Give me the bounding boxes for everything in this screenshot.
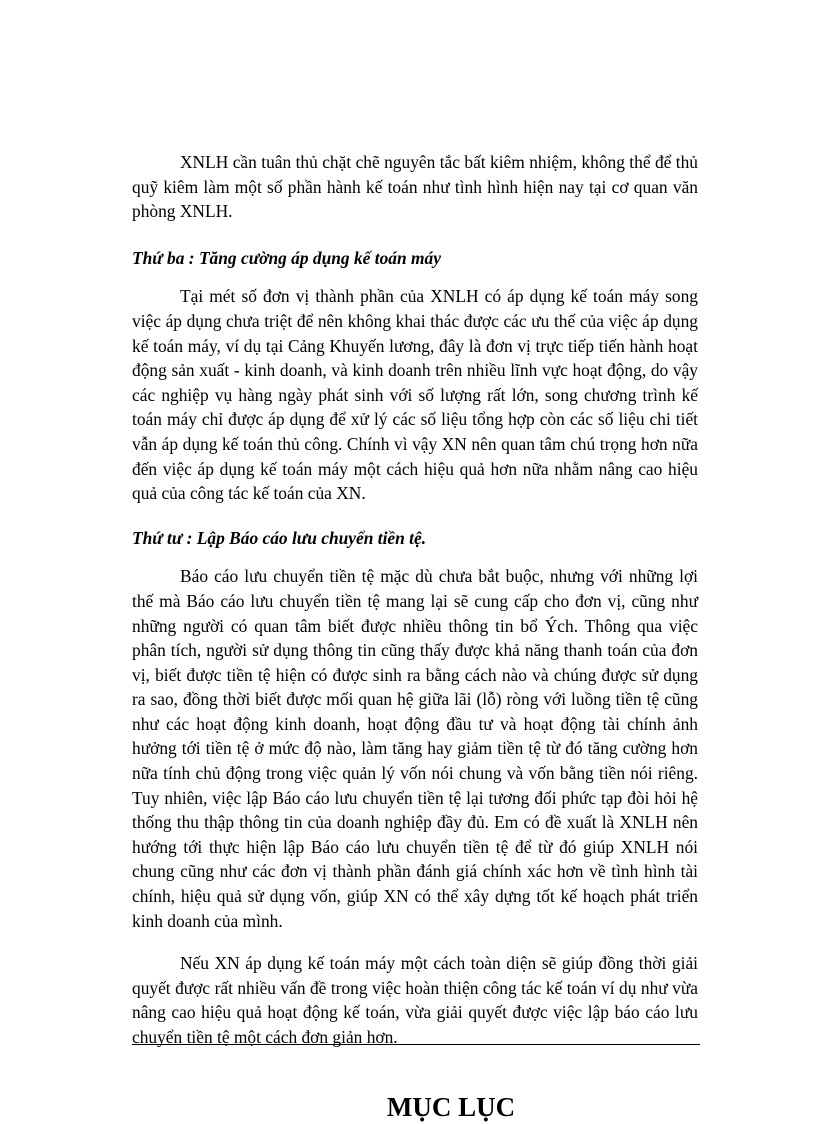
paragraph-cash-flow-report: Báo cáo lưu chuyển tiền tệ mặc dù chưa bắt buộc, nhưng với những lợi thế mà Báo cáo lưu chuyển tiền tệ mang lại sẽ cung cấp cho đơn vị, cũng như những người có quan tâm biết được nhiều thông tin bổ Ých. Thông qua việc phân tích, người sử dụng thông tin cũng thấy được khả năng thanh toán của đơn vị, biết được tiền tệ hiện có được sinh ra bằng cách nào và chúng được sử dụng ra sao, đồng thời biết được mối quan hệ giữa lãi (lỗ) ròng với luồng tiền tệ cũng như các hoạt động kinh doanh, hoạt động đầu tư và hoạt động tài chính ảnh hưởng tới tiền tệ ở mức độ nào, làm tăng hay giảm tiền tệ từ đó tăng cường hơn nữa tính chủ động trong việc quản lý vốn nói chung và vốn bằng tiền nói riêng. Tuy nhiên, việc lập Báo cáo lưu chuyển tiền tệ lại tương đối phức tạp đòi hỏi hệ thống thu thập thông tin của doanh nghiệp đầy đủ. Em có đề xuất là XNLH nên hướng tới thực hiện lập Báo cáo lưu chuyển tiền tệ để từ đó giúp XNLH nói chung cũng như các đơn vị thành phần đánh giá chính xác hơn về tình hình tài chính, hiệu quả sử dụng vốn, giúp XN có thể xây dựng tốt kế hoạch phát triển kinh doanh của mình.	[132, 566, 698, 931]
heading-third-point: Thứ ba : Tăng cường áp dụng kế toán máy	[132, 247, 441, 268]
horizontal-rule	[132, 1044, 700, 1045]
heading-fourth-point: Thứ tư : Lập Báo cáo lưu chuyển tiền tệ.	[132, 527, 427, 548]
paragraph-separation-of-duties: XNLH cần tuân thủ chặt chẽ nguyên tắc bất kiêm nhiệm, không thể để thủ quỹ kiêm làm một số phần hành kế toán như tình hình hiện nay tại cơ quan văn phòng XNLH.	[132, 152, 698, 222]
paragraph-conclusion: Nếu XN áp dụng kế toán máy một cách toàn diện sẽ giúp đồng thời giải quyết được rất nhiều vấn đề trong việc hoàn thiện công tác kế toán ví dụ như vừa nâng cao hiệu quả hoạt động kế toán, vừa giải quyết được việc lập báo cáo lưu chuyển tiền tệ một cách đơn giản hơn.	[132, 953, 698, 1047]
document-page	[132, 150, 698, 1124]
table-of-contents-title: MỤC LỤC	[386, 1091, 516, 1122]
paragraph-accounting-software: Tại mét số đơn vị thành phần của XNLH có áp dụng kế toán máy song việc áp dụng chưa triệt để nên không khai thác được các ưu thế của việc áp dụng kế toán máy, ví dụ tại Cảng Khuyến lương, đây là đơn vị trực tiếp tiến hành hoạt động sản xuất - kinh doanh, và kinh doanh trên nhiều lĩnh vực hoạt động, do vậy các nghiệp vụ hàng ngày phát sinh với số lượng rất lớn, song chương trình kế toán máy chỉ được áp dụng để xử lý các số liệu tổng hợp còn các số liệu chi tiết vẫn áp dụng kế toán thủ công. Chính vì vậy XN nên quan tâm chú trọng hơn nữa đến việc áp dụng kế toán máy một cách hiệu quả hơn nữa nhằm nâng cao hiệu quả của công tác kế toán của XN.	[132, 286, 698, 504]
